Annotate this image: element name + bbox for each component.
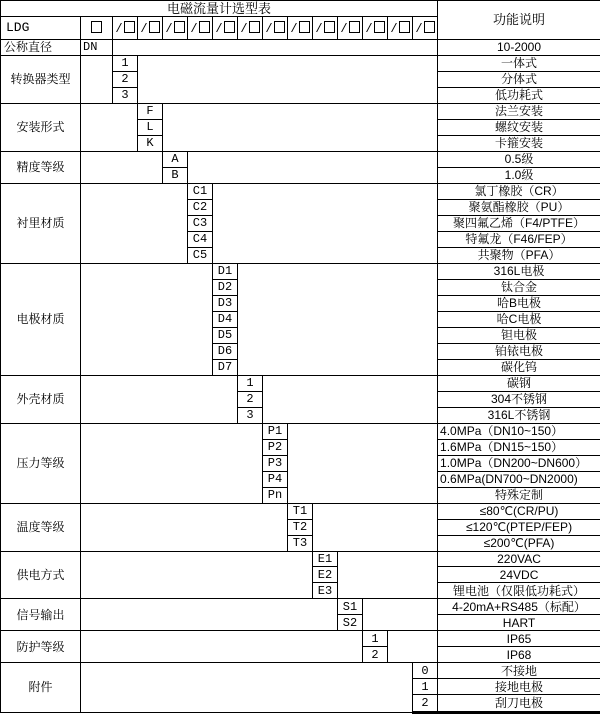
filler-cell [313,503,438,551]
category-label: 外壳材质 [1,375,81,423]
option-description-cell: 共聚物（PFA） [438,247,600,263]
category-label: 信号输出 [1,599,81,631]
code-box-slash-cell [238,17,263,40]
option-code-cell: K [138,135,163,151]
option-description-cell: 特殊定制 [438,487,600,503]
blank-box-icon [224,21,235,33]
table-row [1,40,600,56]
option-code-cell: 1 [238,375,263,391]
option-code-cell: D4 [213,311,238,327]
category-label: 精度等级 [1,151,81,183]
code-box-slash-cell [163,17,188,40]
blank-box-icon [274,21,285,33]
blank-box-icon [149,21,160,33]
filler-cell [81,375,238,423]
filler-cell [81,503,288,551]
code-box-slash-cell [388,17,413,40]
option-description-cell: 1.6MPa（DN15~150） [438,439,600,455]
option-code-cell: S2 [338,615,363,631]
option-code-cell: D6 [213,343,238,359]
option-description-cell: 一体式 [438,55,600,71]
option-code-cell: 2 [113,71,138,87]
option-description-cell: IP65 [438,631,600,647]
slash-separator: / [415,21,423,36]
title-row [1,1,600,17]
option-code-cell: C2 [188,199,213,215]
option-code-cell: E2 [313,567,338,583]
option-description-cell: IP68 [438,647,600,663]
table-row [1,55,600,71]
code-box-slash-cell [288,17,313,40]
option-description-cell: 24VDC [438,567,600,583]
category-label: 衬里材质 [1,183,81,263]
filler-cell [81,183,188,263]
option-code-cell: E1 [313,551,338,567]
option-code-cell: 3 [113,87,138,103]
blank-box-icon [424,21,435,33]
option-description-cell: 10-2000 [438,40,600,56]
option-description-cell: 卡箍安装 [438,135,600,151]
option-description-cell: 特氟龙（F46/FEP） [438,231,600,247]
blank-box-icon [174,21,185,33]
option-description-cell: 碳化钨 [438,359,600,375]
slash-separator: / [165,21,173,36]
option-description-cell: 不接地 [438,663,600,679]
option-description-cell: ≤200℃(PFA) [438,535,600,551]
option-description-cell: 220VAC [438,551,600,567]
option-description-cell: 304不锈钢 [438,391,600,407]
option-description-cell: 螺纹安装 [438,119,600,135]
option-code-cell: P2 [263,439,288,455]
filler-cell [363,599,438,631]
option-code-cell: L [138,119,163,135]
table-row [1,151,600,167]
filler-cell [163,103,438,151]
option-code-cell: 2 [363,647,388,663]
option-description-cell: 1.0MPa（DN200~DN600） [438,455,600,471]
option-description-cell: 刮刀电极 [438,695,600,713]
category-label: 压力等级 [1,423,81,503]
category-label: 电极材质 [1,263,81,375]
option-code-cell: E3 [313,583,338,599]
code-box-slash-cell [313,17,338,40]
option-code-cell: 1 [363,631,388,647]
option-code-cell: D3 [213,295,238,311]
slash-separator: / [190,21,198,36]
category-label: 转换器类型 [1,55,81,103]
option-description-cell: 铂铱电极 [438,343,600,359]
code-box-slash-cell [113,17,138,40]
option-description-cell: 4-20mA+RS485（标配） [438,599,600,615]
filler-cell [213,183,438,263]
filler-cell [81,663,413,713]
category-label: 防护等级 [1,631,81,663]
option-code-cell: DN [81,40,113,56]
option-code-cell: D1 [213,263,238,279]
slash-separator: / [340,21,348,36]
code-box-slash-cell [188,17,213,40]
filler-cell [288,423,438,503]
option-code-cell: D2 [213,279,238,295]
filler-cell [81,55,113,103]
option-code-cell: C3 [188,215,213,231]
filler-cell [238,263,438,375]
option-code-cell: C1 [188,183,213,199]
option-description-cell: 聚四氟乙烯（F4/PTFE） [438,215,600,231]
filler-cell [263,375,438,423]
slash-separator: / [290,21,298,36]
table-row [1,503,600,519]
option-description-cell: 4.0MPa（DN10~150） [438,423,600,439]
table-row [1,599,600,615]
filler-cell [188,151,438,183]
table-row [1,663,600,679]
option-code-cell: D7 [213,359,238,375]
option-description-cell: 0.5级 [438,151,600,167]
option-code-cell: F [138,103,163,119]
blank-box-icon [399,21,410,33]
table-row [1,375,600,391]
category-label: 公称直径 [1,40,81,56]
category-label: 附件 [1,663,81,713]
option-code-cell: D5 [213,327,238,343]
option-code-cell: B [163,167,188,183]
slash-separator: / [215,21,223,36]
option-description-cell: 316L不锈钢 [438,407,600,423]
option-description-cell: 接地电极 [438,679,600,695]
option-description-cell: HART [438,615,600,631]
option-code-cell: 1 [413,679,438,695]
slash-separator: / [315,21,323,36]
option-code-cell: T3 [288,535,313,551]
code-box-slash-cell [138,17,163,40]
option-description-cell: 哈B电极 [438,295,600,311]
slash-separator: / [115,21,123,36]
code-box-slash-cell [338,17,363,40]
model-prefix-cell: LDG [1,17,81,40]
blank-box-icon [124,21,135,33]
option-description-cell: ≤120℃(PTEP/FEP) [438,519,600,535]
function-description-header: 功能说明 [438,1,600,40]
filler-cell [113,40,438,56]
category-label: 温度等级 [1,503,81,551]
slash-separator: / [265,21,273,36]
slash-separator: / [140,21,148,36]
page-title: 电磁流量计选型表 [1,1,438,17]
option-code-cell: P1 [263,423,288,439]
option-code-cell: C5 [188,247,213,263]
option-code-cell: 0 [413,663,438,679]
option-description-cell: 低功耗式 [438,87,600,103]
option-code-cell: P3 [263,455,288,471]
option-description-cell: 分体式 [438,71,600,87]
option-code-cell: C4 [188,231,213,247]
option-description-cell: ≤80℃(CR/PU) [438,503,600,519]
option-description-cell: 法兰安装 [438,103,600,119]
option-code-cell: Pn [263,487,288,503]
table-row [1,631,600,647]
option-code-cell: 2 [238,391,263,407]
option-description-cell: 氯丁橡胶（CR） [438,183,600,199]
table-row [1,263,600,279]
filler-cell [81,551,313,599]
option-code-cell: 3 [238,407,263,423]
filler-cell [81,599,338,631]
code-box-slash-cell [413,17,438,40]
option-code-cell: 2 [413,695,438,713]
slash-separator: / [365,21,373,36]
code-box-slash-cell [263,17,288,40]
option-description-cell: 钽电极 [438,327,600,343]
blank-box-icon [349,21,360,33]
filler-cell [138,55,438,103]
blank-box-icon [91,21,102,33]
table-row [1,183,600,199]
code-box-slash-cell [363,17,388,40]
filler-cell [81,631,363,663]
option-code-cell: T2 [288,519,313,535]
option-description-cell: 锂电池（仅限低功耗式） [438,583,600,599]
blank-box-icon [299,21,310,33]
slash-separator: / [240,21,248,36]
filler-cell [81,263,213,375]
blank-box-icon [249,21,260,33]
slash-separator: / [390,21,398,36]
filler-cell [81,151,163,183]
filler-cell [81,103,138,151]
table-row [1,423,600,439]
option-description-cell: 316L电极 [438,263,600,279]
category-label: 安装形式 [1,103,81,151]
option-description-cell: 哈C电极 [438,311,600,327]
code-box-cell [81,17,113,40]
code-box-slash-cell [213,17,238,40]
option-description-cell: 钛合金 [438,279,600,295]
blank-box-icon [374,21,385,33]
table-row [1,551,600,567]
option-code-cell: P4 [263,471,288,487]
option-description-cell: 碳钢 [438,375,600,391]
option-code-cell: T1 [288,503,313,519]
option-code-cell: S1 [338,599,363,615]
blank-box-icon [324,21,335,33]
blank-box-icon [199,21,210,33]
filler-cell [81,423,263,503]
filler-cell [388,631,438,663]
category-label: 供电方式 [1,551,81,599]
option-code-cell: 1 [113,55,138,71]
filler-cell [338,551,438,599]
option-description-cell: 0.6MPa(DN700~DN2000) [438,471,600,487]
option-description-cell: 1.0级 [438,167,600,183]
table-row [1,103,600,119]
option-code-cell: A [163,151,188,167]
option-description-cell: 聚氨酯橡胶（PU） [438,199,600,215]
